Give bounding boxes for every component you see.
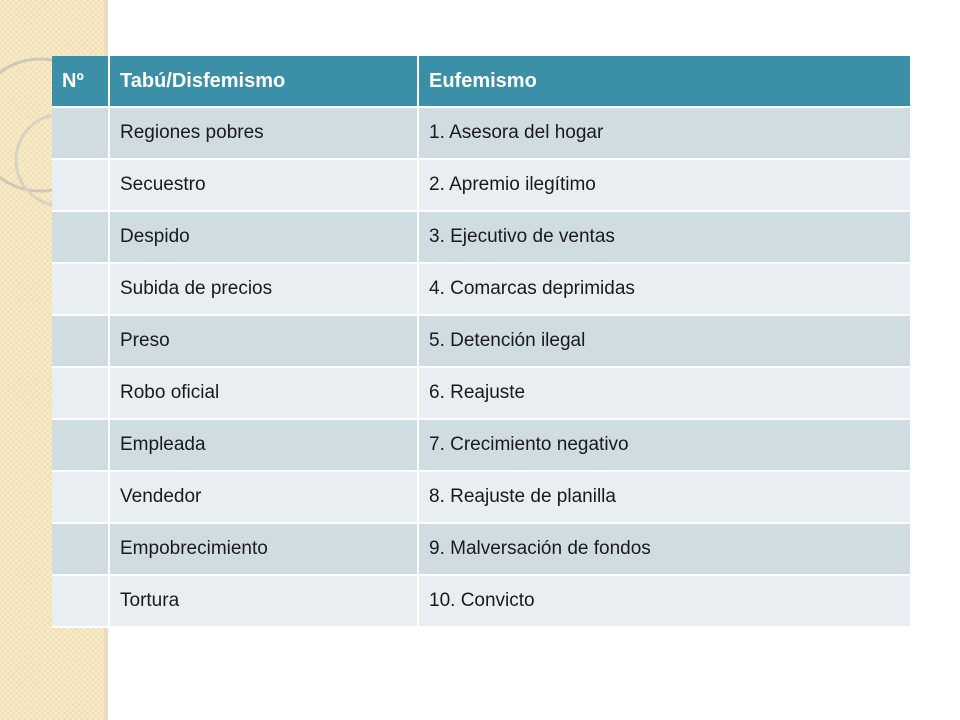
cell-tabu: Robo oficial — [109, 367, 418, 419]
cell-number — [52, 315, 109, 367]
cell-eufemismo: 1. Asesora del hogar — [418, 107, 911, 159]
cell-eufemismo: 2. Apremio ilegítimo — [418, 159, 911, 211]
header-tabu: Tabú/Disfemismo — [109, 56, 418, 107]
table-row — [52, 523, 911, 575]
cell-eufemismo: 3. Ejecutivo de ventas — [418, 211, 911, 263]
cell-eufemismo: 6. Reajuste — [418, 367, 911, 419]
table-header-row — [52, 56, 911, 107]
cell-tabu: Despido — [109, 211, 418, 263]
cell-tabu: Tortura — [109, 575, 418, 627]
table-row — [52, 367, 911, 419]
cell-eufemismo: 7. Crecimiento negativo — [418, 419, 911, 471]
table-row — [52, 263, 911, 315]
cell-tabu: Regiones pobres — [109, 107, 418, 159]
cell-number — [52, 107, 109, 159]
table-row — [52, 419, 911, 471]
table-row — [52, 107, 911, 159]
euphemism-table — [52, 56, 912, 628]
cell-eufemismo: 10. Convicto — [418, 575, 911, 627]
table-row — [52, 471, 911, 523]
cell-number — [52, 263, 109, 315]
cell-tabu: Empobrecimiento — [109, 523, 418, 575]
cell-tabu: Secuestro — [109, 159, 418, 211]
header-number: Nº — [52, 56, 109, 107]
cell-number — [52, 471, 109, 523]
cell-eufemismo: 5. Detención ilegal — [418, 315, 911, 367]
cell-eufemismo: 4. Comarcas deprimidas — [418, 263, 911, 315]
cell-eufemismo: 8. Reajuste de planilla — [418, 471, 911, 523]
cell-tabu: Empleada — [109, 419, 418, 471]
cell-tabu: Preso — [109, 315, 418, 367]
table-row — [52, 575, 911, 627]
cell-number — [52, 523, 109, 575]
cell-tabu: Subida de precios — [109, 263, 418, 315]
table-row — [52, 159, 911, 211]
table-row — [52, 315, 911, 367]
cell-tabu: Vendedor — [109, 471, 418, 523]
cell-number — [52, 211, 109, 263]
header-eufemismo: Eufemismo — [418, 56, 911, 107]
cell-number — [52, 367, 109, 419]
table-row — [52, 211, 911, 263]
cell-number — [52, 419, 109, 471]
cell-number — [52, 159, 109, 211]
cell-eufemismo: 9. Malversación de fondos — [418, 523, 911, 575]
cell-number — [52, 575, 109, 627]
